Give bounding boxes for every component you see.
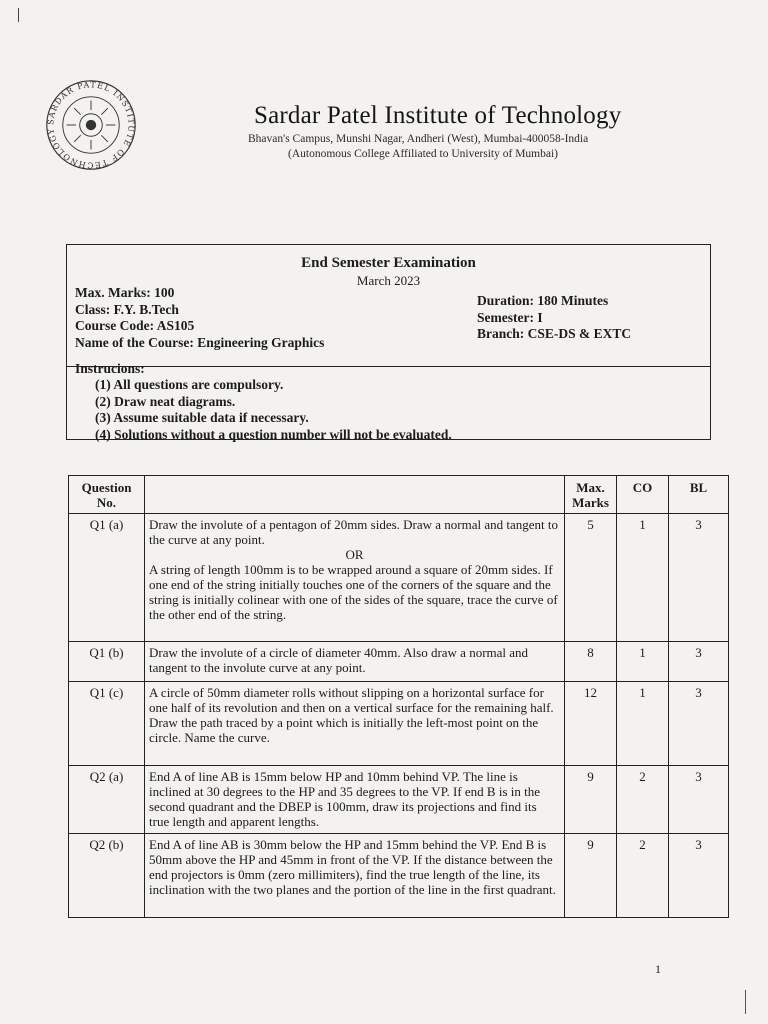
question-co: 2 — [617, 766, 669, 834]
institute-seal-logo — [44, 78, 138, 172]
question-bl: 3 — [669, 834, 729, 918]
question-bl: 3 — [669, 682, 729, 766]
question-co: 1 — [617, 514, 669, 642]
instructions-list — [95, 377, 452, 443]
duration: Duration: 180 Minutes — [477, 293, 609, 308]
table-row — [69, 834, 729, 918]
header-question-no: Question No. — [69, 476, 145, 514]
question-marks: 8 — [565, 642, 617, 682]
box-divider — [67, 366, 710, 367]
table-row — [69, 642, 729, 682]
question-co: 1 — [617, 682, 669, 766]
question-text-option-b: A string of length 100mm is to be wrapped around a square of 20mm sides. If one end of the string initially touches one of the corners of the square and the string is initially colinear with one of the sides of the square, trace the curve of the other end of the string. — [149, 562, 558, 622]
instructions-title: Instrucions: — [75, 361, 145, 376]
question-number: Q2 (a) — [69, 766, 145, 834]
scan-mark — [18, 8, 19, 22]
question-table — [68, 475, 729, 918]
header-question-text — [145, 476, 565, 514]
header-bl: BL — [669, 476, 729, 514]
header-co: CO — [617, 476, 669, 514]
institute-affiliation: (Autonomous College Affiliated to University of Mumbai) — [288, 148, 559, 160]
exam-details-box — [66, 244, 711, 440]
question-text: A circle of 50mm diameter rolls without slipping on a horizontal surface for one half of its revolution and then on a vertical surface for the remaining half. Draw the path traced by a point which is initially the left-most point on the circle. Name the curve. — [145, 682, 565, 766]
page-number: 1 — [655, 962, 661, 976]
question-bl: 3 — [669, 766, 729, 834]
question-co: 2 — [617, 834, 669, 918]
or-separator: OR — [345, 547, 364, 562]
question-number: Q1 (c) — [69, 682, 145, 766]
exam-meta-left — [75, 285, 324, 351]
course-name: Name of the Course: Engineering Graphics — [75, 334, 325, 350]
semester: Semester: I — [477, 309, 543, 325]
question-text: End A of line AB is 30mm below the HP and 15mm behind the VP. End B is 50mm above the HP and 45mm in front of the VP. If the distance between the end projectors is 0mm (zero millimiters), find the true length of the line, its inclination with the two planes and the portion of the line in the first quadrant. — [145, 834, 565, 918]
question-number: Q1 (b) — [69, 642, 145, 682]
instruction-item: (4) Solutions without a question number will not be evaluated. — [95, 426, 452, 442]
exam-date: March 2023 — [356, 273, 421, 288]
exam-title: End Semester Examination — [301, 255, 476, 271]
instruction-item: (2) Draw neat diagrams. — [95, 393, 236, 409]
instruction-item: (3) Assume suitable data if necessary. — [95, 410, 309, 425]
question-marks: 12 — [565, 682, 617, 766]
question-text: Draw the involute of a circle of diameter 40mm. Also draw a normal and tangent to the involute curve at any point. — [145, 642, 565, 682]
branch: Branch: CSE-DS & EXTC — [477, 326, 632, 341]
class: Class: F.Y. B.Tech — [75, 301, 179, 317]
max-marks: Max. Marks: 100 — [75, 285, 175, 300]
seal-text: SARDAR PATEL INSTITUTE OF TECHNOLOGY — [46, 80, 136, 170]
header-max-marks: Max. Marks — [565, 476, 617, 514]
institute-name: Sardar Patel Institute of Technology — [254, 102, 622, 129]
question-number: Q1 (a) — [69, 514, 145, 642]
question-bl: 3 — [669, 642, 729, 682]
table-header-row — [69, 476, 729, 514]
question-marks: 9 — [565, 766, 617, 834]
institute-address: Bhavan's Campus, Munshi Nagar, Andheri (West), Mumbai-400058-India — [248, 133, 589, 145]
question-co: 1 — [617, 642, 669, 682]
table-row — [69, 514, 729, 642]
table-row — [69, 682, 729, 766]
question-text: End A of line AB is 15mm below HP and 10mm behind VP. The line is inclined at 30 degrees to the HP and 35 degrees to the VP. If end B is in the second quadrant and the DBEP is 100mm, draw its projections and find its true length and apparent lengths. — [145, 766, 565, 834]
instruction-item: (1) All questions are compulsory. — [95, 377, 284, 392]
scan-mark — [745, 990, 746, 1014]
course-code: Course Code: AS105 — [75, 318, 195, 333]
question-number: Q2 (b) — [69, 834, 145, 918]
table-row — [69, 766, 729, 834]
question-text-option-a: Draw the involute of a pentagon of 20mm sides. Draw a normal and tangent to the curve at any point. — [149, 517, 559, 547]
exam-meta-right — [477, 293, 631, 343]
question-marks: 9 — [565, 834, 617, 918]
question-text — [145, 514, 565, 642]
question-bl: 3 — [669, 514, 729, 642]
question-marks: 5 — [565, 514, 617, 642]
